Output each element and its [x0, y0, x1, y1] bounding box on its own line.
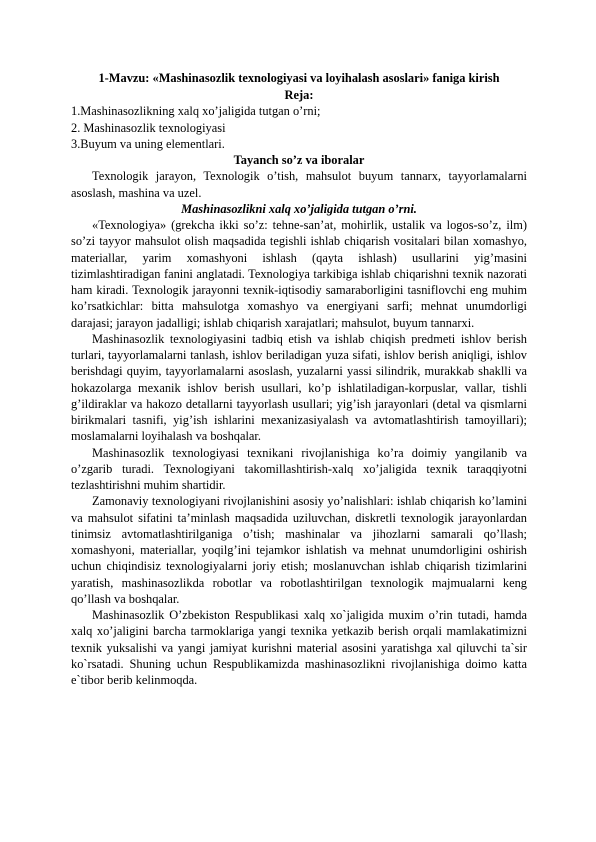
document-page	[71, 70, 527, 688]
body-paragraph-3: Mashinasozlik texnologiyasi texnikani rivojlanishiga ko’ra doimiy yangilanib va o’zgarib turadi. Texnologiyani takomillashtirish-xalq xo’jaligida texnik taraqqiyotni tezlashtirishni muhim shartidir.	[71, 445, 527, 492]
body-paragraph-4: Zamonaviy texnologiyani rivojlanishini asosiy yo’nalishlari: ishlab chiqarish ko’lamini va mahsulot sifatini ta’minlash maqsadida uziluvchan, diskretli texnologik jarayonlardan tinimsiz avtomatlashtirilganiga o’tish; mashinalar va jihozlarni samarali qo’llash; xomashyoni, materiallar, yoqilg’ini tejamkor ishlatish va mehnat unumdorligini oshirish uchun chiqindisiz texnologiyalarni joriy etish; moslanuvchan ishlab chiqarish tizimlarini yaratish, mashinasozlikda robotlar va robotlashtirilgan texnologik majmualarni keng qo’llash va boshqalar.	[71, 494, 527, 606]
keywords-paragraph: Texnologik jarayon, Texnologik o’tish, mahsulot buyum tannarx, tayyorlamalarni asoslash, mashina va uzel.	[71, 169, 527, 200]
plan-item-1: 1.Mashinasozlikning xalq xo’jaligida tutgan o’rni;	[71, 104, 321, 119]
document-title: 1-Mavzu: «Mashinasozlik texnologiyasi va loyihalash asoslari» faniga kirish	[98, 71, 500, 85]
keywords-heading: Tayanch so’z va iboralar	[233, 153, 365, 167]
body-paragraph-2: Mashinasozlik texnologiyasini tadbiq etish va ishlab chiqish predmeti ishlov berish turlari, tayyorlamalarni tanlash, ishlov beriladigan yuza sifati, ishlov berish aniqligi, ishlov berishdagi quyim, tayyorlamalarni asoslash, yuzalarni yassi silindrik, murakkab shaklli va hokazolarga mexanik ishlov berish usullari, ko’p ishlatiladigan-korpuslar, vallar, tishli g’ildiraklar va hakozo detallarni tayyorlash usullari; yig’ish jarayonlari (detal va qismlarni birikmalari tasnifi, yig’ish ishlarini mexanizasiyalash va avtomatlashtirish tamoyillari); moslamalarni loyihalash va boshqalar.	[71, 331, 527, 444]
section-heading: Mashinasozlikni xalq xo’jaligida tutgan o’rni.	[181, 201, 417, 216]
plan-item-2: 2. Mashinasozlik texnologiyasi	[71, 120, 226, 135]
plan-item-3: 3.Buyum va uning elementlari.	[71, 136, 225, 151]
plan-heading: Reja:	[284, 88, 314, 102]
body-paragraph-1: «Texnologiya» (grekcha ikki so’z: tehne-san’at, mohirlik, ustalik va logos-so’z, ilm) so’zi tayyor mahsulot olish maqsadida tegishli ishlab chiqarish vositalari bilan xomashyo, materiallar, yarim xomashyoni ishlash (qayta ishlash) usullarini yig’masini tizimlashtiradigan fanini anglatadi. Texnologiya tarkibiga ishlab chiqarishni texnik nazorati ham kiradi. Texnologik jarayonni texnik-iqtisodiy samaraborligini tasniflovchi eng muhim ko’rsatkichlar: bitta mahsulotga xomashyo va energiyani sarfi; mehnat unumdorligi darajasi; jarayon jadalligi; ishlab chiqarish xarajatlari; mahsulot, buyum tannarxi.	[71, 218, 527, 330]
body-paragraph-5: Mashinasozlik O’zbekiston Respublikasi xalq xo`jaligida muxim o’rin tutadi, hamda xalq xo’jaligini barcha tarmoklariga yangi texnika yetkazib berish orqali mamlakatimizni texnik yuksalishi va yangi jamiyat kurishni material asosini yaratishga xal qiluvchi ta`sir ko`rsatadi. Shuning uchun Respublikamizda mashinasozlikni rivojlanishiga doimo katta e`tibor berib kelinmoqda.	[71, 608, 527, 687]
